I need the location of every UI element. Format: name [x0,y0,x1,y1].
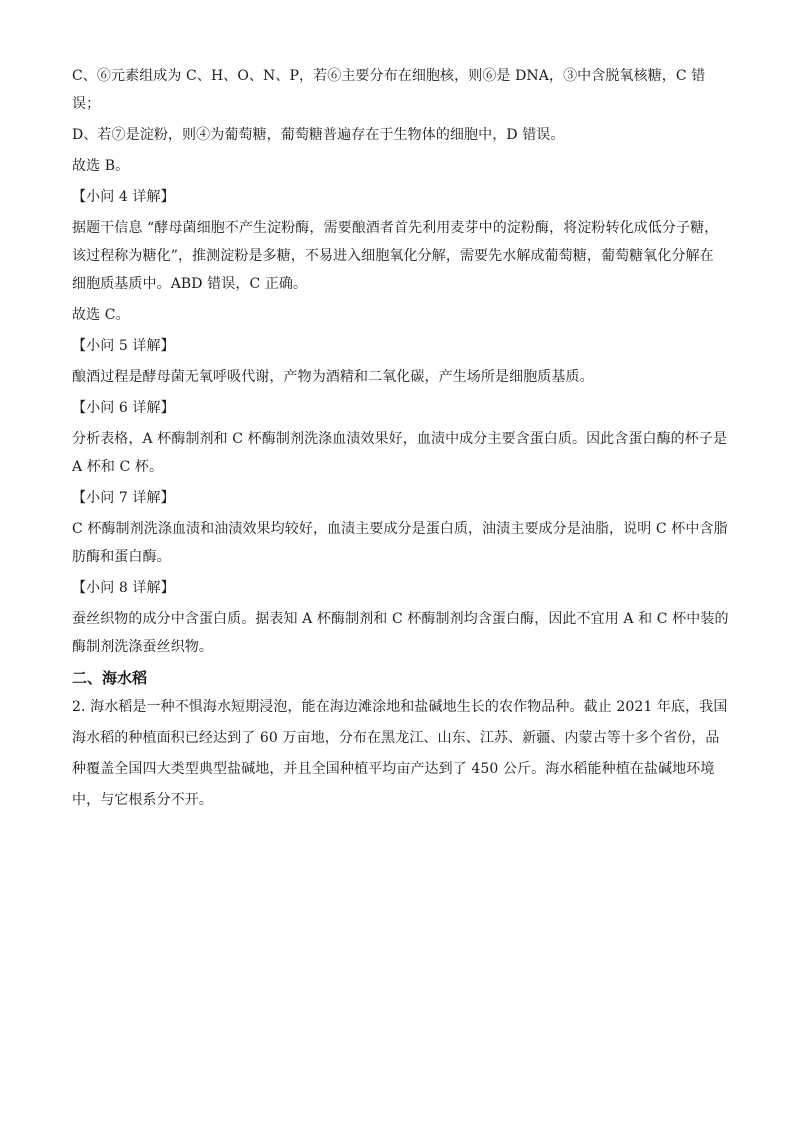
text-line: 蚕丝织物的成分中含蛋白质。据表知 A 杯酶制剂和 C 杯酶制剂均含蛋白酶，因此不宜用 A 和 C 杯中装的 [72,611,729,627]
question-6-body [72,425,728,481]
text-line: C、⑥元素组成为 C、H、O、N、P，若⑥主要分布在细胞核，则⑥是 DNA，③中含脱氧核糖，C 错 [72,68,706,84]
paragraph-choose-c [72,301,720,329]
paragraph-choose-b [72,152,720,180]
answer-line: 故选 C。 [72,307,130,323]
subquestion-heading: 【小问 6 详解】 [72,400,175,416]
text-line: 2. 海水稻是一种不惧海水短期浸泡，能在海边滩涂地和盐碱地生长的农作物品种。截止 2021 年底，我国 [72,699,728,715]
text-line: A 杯和 C 杯。 [72,459,164,475]
question-7-body [72,515,728,571]
subquestion-heading: 【小问 5 详解】 [72,338,175,354]
section-title: 二、海水稻 [72,669,148,687]
text-line: 中，与它根系分不开。 [72,792,213,808]
question-7-heading [72,484,720,512]
document-page [72,62,729,814]
text-line: 该过程称为糖化”，推测淀粉是多糖，不易进入细胞氧化分解，需要先水解成葡萄糖，葡萄糖氧化分解在 [72,248,714,264]
text-line: 酶制剂洗涤蚕丝织物。 [72,639,213,655]
question-5-heading [72,332,720,360]
text-line: 海水稻的种植面积已经达到了 60 万亩地，分布在黑龙江、山东、江苏、新疆、内蒙古等十多个省份，品 [72,730,720,746]
text-line: 细胞质基质中。ABD 错误，C 正确。 [72,276,308,292]
text-line: C 杯酶制剂洗涤血渍和油渍效果均较好，血渍主要成分是蛋白质，油渍主要成分是油脂，说明 C 杯中含脂 [72,521,728,537]
paragraph-d-option [72,121,720,149]
text-line: 种覆盖全国四大类型典型盐碱地，并且全国种植平均亩产达到了 450 公斤。海水稻能种植在盐碱地环境 [72,761,715,777]
text-line: D、若⑦是淀粉，则④为葡萄糖，葡萄糖普遍存在于生物体的细胞中，D 错误。 [72,127,565,143]
question-2-stem [72,693,728,814]
question-8-heading [72,574,720,602]
paragraph-c-option [72,62,720,118]
text-line: 分析表格，A 杯酶制剂和 C 杯酶制剂洗涤血渍效果好，血渍中成分主要含蛋白质。因此含蛋白酶的杯子是 [72,431,728,447]
question-8-body [72,605,729,661]
question-4-heading [72,183,720,211]
text-line: 误； [72,96,101,112]
subquestion-heading: 【小问 8 详解】 [72,580,175,596]
question-5-body [72,363,720,391]
text-line: 酿酒过程是酵母菌无氧呼吸代谢，产物为酒精和二氧化碳，产生场所是细胞质基质。 [72,369,594,385]
answer-line: 故选 B。 [72,158,130,174]
text-line: 据题干信息 “酵母菌细胞不产生淀粉酶，需要酿酒者首先利用麦芽中的淀粉酶，将淀粉转化成低分子糖， [72,220,719,236]
question-6-heading [72,394,720,422]
text-line: 肪酶和蛋白酶。 [72,549,171,565]
question-4-body [72,214,720,298]
subquestion-heading: 【小问 4 详解】 [72,189,175,205]
subquestion-heading: 【小问 7 详解】 [72,490,175,506]
